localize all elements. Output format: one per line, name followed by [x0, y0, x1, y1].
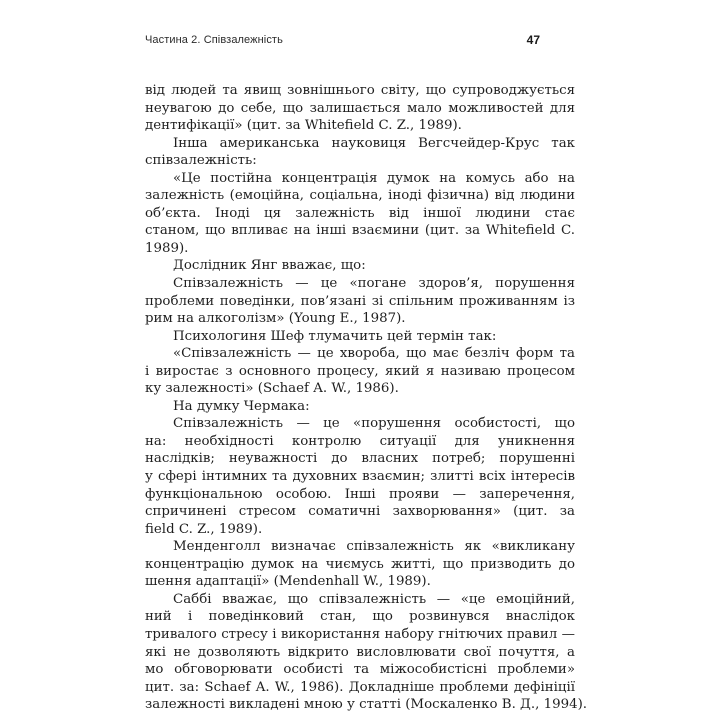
- text-line: і виростає з основного процесу, який я називаю процесом: [145, 363, 575, 379]
- text-line: проблеми поведінки, пов’язані зі спільним проживанням із: [145, 293, 575, 309]
- text-line: співзалежність:: [145, 153, 257, 169]
- text-line: функціональною особою. Інші прояви — заперечення,: [145, 486, 575, 502]
- text-line: об’єкта. Іноді ця залежність від іншої людини стає: [145, 205, 575, 221]
- text-line: Психологиня Шеф тлумачить цей термін так:: [173, 328, 497, 344]
- text-line: ний і поведінковий стан, що розвинувся внаслідок: [145, 609, 575, 625]
- text-line: ку залежності» (Schaef A. W., 1986).: [145, 381, 399, 397]
- text-line: «Це постійна концентрація думок на комусь або на: [173, 170, 575, 186]
- text-line: Інша американська науковиця Вегсчейдер-Крус так: [173, 135, 575, 151]
- text-line: неувагою до себе, що залишається мало можливостей для: [145, 100, 575, 116]
- text-line: 1989).: [145, 240, 189, 256]
- text-line: спричинені стресом соматичні захворювання» (цит. за: [145, 504, 575, 520]
- text-line: рим на алкоголізм» (Young E., 1987).: [145, 311, 406, 327]
- text-line: мо обговорювати особисті та міжособистісні проблеми»: [145, 662, 575, 678]
- text-line: Менденголл визначає співзалежність як «викликану: [173, 539, 575, 555]
- text-line: «Співзалежність — це хвороба, що має безліч форм та: [173, 346, 575, 362]
- text-line: станом, що впливає на інші взаємини (цит. за Whitefield C.: [145, 223, 575, 239]
- body-text: [145, 82, 588, 714]
- text-line: які не дозволяють відкрито висловлювати свої почуття, а: [145, 644, 575, 660]
- text-line: у сфері інтимних та духовних взаємин; злитті всіх інтересів: [145, 469, 575, 485]
- text-line: Співзалежність — це «погане здоров’я, порушення: [173, 276, 575, 292]
- text-line: концентрацію думок на чиємусь житті, що призводить до: [145, 556, 575, 572]
- text-line: Дослідник Янг вважає, що:: [173, 258, 366, 274]
- text-line: тривалого стресу і використання набору гнітючих правил —: [145, 626, 575, 642]
- page-number: 47: [526, 33, 540, 47]
- text-line: Саббі вважає, що співзалежність — «це емоційний,: [173, 591, 575, 607]
- text-line: На думку Чермака:: [173, 398, 310, 414]
- text-line: цит. за: Schaef A. W., 1986). Докладніше проблеми дефініції: [145, 679, 575, 695]
- text-line: Співзалежність — це «порушення особистості, що: [173, 416, 575, 432]
- text-line: залежність (емоційна, соціальна, іноді фізична) від людини: [145, 188, 575, 204]
- text-line: на: необхідності контролю ситуації для уникнення: [145, 433, 575, 449]
- text-line: від людей та явищ зовнішнього світу, що супроводжується: [145, 83, 575, 98]
- text-line: залежності викладені мною у статті (Москаленко В. Д., 1994).: [145, 697, 588, 713]
- text-line: шення адаптації» (Mendenhall W., 1989).: [145, 574, 431, 590]
- text-line: дентифікації» (цит. за Whitefield C. Z., 1989).: [145, 118, 462, 134]
- running-head: Частина 2. Співзалежність: [145, 34, 283, 46]
- text-line: field C. Z., 1989).: [145, 521, 263, 537]
- text-line: наслідків; неуважності до власних потреб; порушенні: [145, 451, 575, 467]
